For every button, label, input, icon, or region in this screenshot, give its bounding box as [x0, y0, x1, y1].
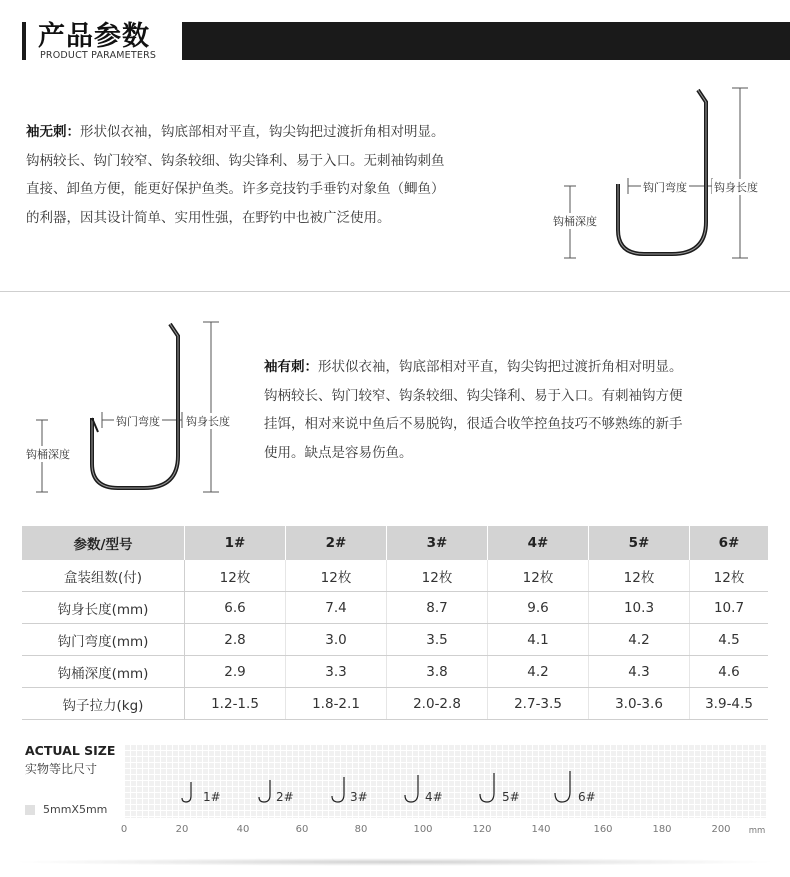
- table-cell: 10.3: [589, 592, 690, 624]
- barbed-line-1: 形状似衣袖，钩底部相对平直，钩尖钩把过渡折角相对明显。: [318, 359, 683, 375]
- ruler-tick: 60: [295, 824, 309, 835]
- barbless-line-3: 直接、卸鱼方便，能更好保护鱼类。许多竞技钓手垂钓对象鱼（鲫鱼）: [26, 181, 445, 197]
- table-cell: 12枚: [690, 560, 769, 592]
- table-cell: 4.5: [690, 624, 769, 656]
- hook-6-icon: [555, 771, 570, 802]
- table-row: [22, 592, 768, 624]
- row-label: 钩门弯度(mm): [22, 624, 185, 656]
- barbless-gap-label: 钩门弯度: [643, 181, 687, 194]
- table-cell: 8.7: [387, 592, 488, 624]
- barbed-line-3: 挂饵，相对来说中鱼后不易脱钩，很适合收竿控鱼技巧不够熟练的新手: [264, 416, 683, 432]
- hook-6-label: 6#: [578, 790, 596, 804]
- grid-legend-label: 5mmX5mm: [43, 803, 108, 816]
- table-cell: 12枚: [387, 560, 488, 592]
- ruler-tick: 40: [236, 824, 250, 835]
- table-cell: 12枚: [488, 560, 589, 592]
- header-cell-size-5: 5#: [589, 526, 690, 560]
- header-cell-size-2: 2#: [286, 526, 387, 560]
- barbless-line-1: 形状似衣袖，钩底部相对平直，钩尖钩把过渡折角相对明显。: [80, 124, 445, 140]
- barbless-line-2: 钩柄较长、钩门较窄、钩条较细、钩尖锋利、易于入口。无刺袖钩刺鱼: [26, 152, 445, 169]
- table-cell: 3.5: [387, 624, 488, 656]
- table-header-row: [22, 526, 768, 560]
- actual-size-subtitle: 实物等比尺寸: [25, 762, 98, 776]
- barbed-line-2: 钩柄较长、钩门较窄、钩条较细、钩尖锋利、易于入口。有刺袖钩方便: [264, 387, 683, 404]
- ruler-tick: 0: [120, 824, 128, 835]
- hook-4-label: 4#: [425, 790, 443, 804]
- table-cell: 3.3: [286, 656, 387, 688]
- table-row: [22, 624, 768, 656]
- table-cell: 12枚: [286, 560, 387, 592]
- barbless-length-label: 钩身长度: [714, 181, 758, 194]
- table-cell: 10.7: [690, 592, 769, 624]
- actual-size-title: ACTUAL SIZE: [25, 743, 116, 758]
- header-cell-param: 参数/型号: [22, 526, 185, 560]
- table-cell: 2.0-2.8: [387, 688, 488, 720]
- hook-5-icon: [480, 773, 494, 802]
- barbless-description: [26, 118, 445, 232]
- table-cell: 3.0-3.6: [589, 688, 690, 720]
- table-row: [22, 688, 768, 720]
- table-cell: 7.4: [286, 592, 387, 624]
- ruler-tick: 140: [531, 824, 551, 835]
- ruler-tick: 100: [413, 824, 433, 835]
- ruler-tick: 80: [354, 824, 368, 835]
- header-cell-size-4: 4#: [488, 526, 589, 560]
- header-bar-left: [22, 22, 26, 60]
- table-cell: 12枚: [589, 560, 690, 592]
- header-cell-size-6: 6#: [690, 526, 769, 560]
- actual-size-hooks: [124, 744, 767, 818]
- table-cell: 2.8: [185, 624, 286, 656]
- header-cell-size-3: 3#: [387, 526, 488, 560]
- ruler-tick: 180: [652, 824, 672, 835]
- hook-5-label: 5#: [502, 790, 520, 804]
- ruler-tick: 20: [175, 824, 189, 835]
- table-cell: 4.2: [488, 656, 589, 688]
- hook-3-icon: [332, 777, 344, 802]
- barbed-length-label: 钩身长度: [186, 415, 230, 428]
- barbless-line-4: 的利器，因其设计简单、实用性强，在野钓中也被广泛使用。: [26, 209, 391, 226]
- row-label: 盒装组数(付): [22, 560, 185, 592]
- barbless-depth-label: 钩桶深度: [553, 215, 597, 228]
- table-cell: 1.8-2.1: [286, 688, 387, 720]
- table-cell: 4.1: [488, 624, 589, 656]
- barbed-hook-diagram: [18, 314, 243, 499]
- table-cell: 2.7-3.5: [488, 688, 589, 720]
- table-cell: 12枚: [185, 560, 286, 592]
- barbed-gap-label: 钩门弯度: [116, 415, 160, 428]
- parameters-table: [22, 526, 768, 720]
- table-cell: 2.9: [185, 656, 286, 688]
- table-cell: 3.0: [286, 624, 387, 656]
- table-cell: 3.9-4.5: [690, 688, 769, 720]
- page-subtitle: PRODUCT PARAMETERS: [40, 50, 157, 61]
- hook-2-label: 2#: [276, 790, 294, 804]
- row-label: 钩身长度(mm): [22, 592, 185, 624]
- section-header: [0, 0, 790, 70]
- barbed-lead: 袖有刺：: [264, 359, 318, 375]
- hook-4-icon: [405, 775, 418, 802]
- table-cell: 6.6: [185, 592, 286, 624]
- bottom-shadow: [10, 858, 780, 866]
- barbed-description: [264, 353, 683, 467]
- ruler-tick: 160: [593, 824, 613, 835]
- header-bar-right: [182, 22, 790, 60]
- grid-legend-swatch: [25, 805, 35, 815]
- hook-1-label: 1#: [203, 790, 221, 804]
- barbless-hook-diagram: [560, 82, 785, 267]
- table-cell: 4.2: [589, 624, 690, 656]
- barbed-depth-label: 钩桶深度: [26, 448, 70, 461]
- row-label: 钩桶深度(mm): [22, 656, 185, 688]
- ruler-unit: mm: [748, 826, 766, 836]
- table-cell: 3.8: [387, 656, 488, 688]
- table-cell: 4.6: [690, 656, 769, 688]
- table-cell: 1.2-1.5: [185, 688, 286, 720]
- barbed-line-4: 使用。缺点是容易伤鱼。: [264, 444, 413, 461]
- section-divider: [0, 291, 790, 292]
- hook-3-label: 3#: [350, 790, 368, 804]
- hook-1-icon: [182, 782, 191, 802]
- row-label: 钩子拉力(kg): [22, 688, 185, 720]
- page-title: 产品参数: [38, 21, 150, 52]
- barbless-lead: 袖无刺：: [26, 124, 80, 140]
- table-cell: 9.6: [488, 592, 589, 624]
- table-cell: 4.3: [589, 656, 690, 688]
- table-row: [22, 656, 768, 688]
- header-cell-size-1: 1#: [185, 526, 286, 560]
- table-row: [22, 560, 768, 592]
- ruler-tick: 200: [711, 824, 731, 835]
- ruler-tick: 120: [472, 824, 492, 835]
- hook-2-icon: [259, 780, 270, 802]
